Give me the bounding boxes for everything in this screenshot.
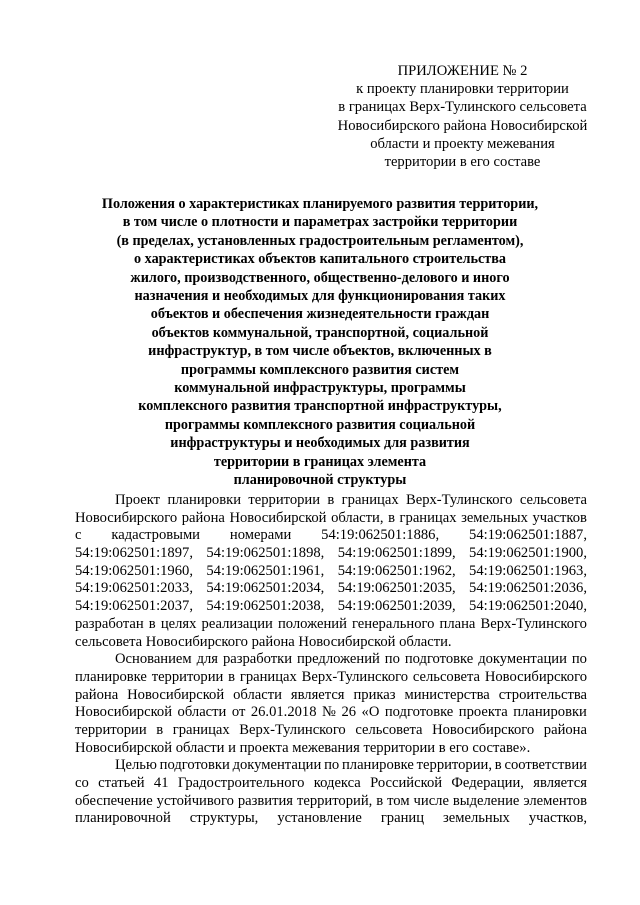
body-word: планировке bbox=[341, 757, 414, 774]
body-word: подготовке bbox=[384, 704, 454, 721]
body-word: Верх-Тулинского bbox=[239, 721, 346, 738]
body-word: является bbox=[533, 775, 587, 791]
body-word: Основанием bbox=[115, 651, 192, 668]
body-word: приказ bbox=[353, 686, 396, 703]
appendix-line: Новосибирского района Новосибирской bbox=[337, 117, 588, 134]
body-word: № bbox=[322, 704, 336, 721]
body-word: 26 bbox=[341, 704, 357, 721]
body-word: Новосибирского bbox=[484, 668, 587, 685]
body-word: Новосибирской bbox=[127, 686, 225, 703]
body-line bbox=[75, 563, 587, 581]
body-word: плана bbox=[439, 615, 476, 632]
body-word: элементов bbox=[523, 792, 587, 809]
body-word: Верх-Тулинского bbox=[406, 492, 513, 508]
body-line bbox=[75, 616, 587, 634]
body-word: планировки bbox=[167, 492, 242, 508]
title-line: назначения и необходимых для функционирования таких bbox=[134, 288, 506, 305]
body-word: реализации bbox=[201, 615, 273, 632]
appendix-line: к проекту планировки территории bbox=[356, 81, 569, 98]
body-line bbox=[75, 740, 587, 758]
body-word: кадастровыми bbox=[111, 527, 200, 544]
title-line: (в пределах, установленных градостроительным регламентом), bbox=[116, 232, 524, 249]
body-word: по bbox=[324, 757, 340, 774]
body-word: 54:19:062501:2034, bbox=[206, 580, 325, 597]
title-line: инфраструктур, в том числе объектов, включенных в bbox=[148, 343, 492, 360]
body-word: участков bbox=[532, 509, 587, 526]
body-word: от bbox=[231, 704, 246, 721]
body-word: для bbox=[196, 651, 218, 668]
body-word: в bbox=[148, 615, 156, 632]
body-word: границах bbox=[341, 492, 399, 508]
body-word: том bbox=[387, 792, 410, 809]
body-word: района bbox=[75, 686, 119, 703]
title-line: территории в границах элемента bbox=[213, 453, 427, 470]
body-word: 54:19:062501:1898, bbox=[206, 545, 325, 562]
title-line: объектов коммунальной, транспортной, социальной bbox=[151, 324, 489, 341]
body-word: 54:19:062501:2038, bbox=[206, 598, 325, 615]
body-word: границах bbox=[239, 668, 297, 685]
body-line bbox=[75, 669, 587, 687]
body-word: границах bbox=[399, 509, 457, 526]
document-title bbox=[60, 195, 580, 490]
body-word: 54:19:062501:2033, bbox=[75, 580, 193, 597]
appendix-line: территории в его составе bbox=[384, 154, 541, 171]
body-word: Градостроительного bbox=[177, 775, 305, 791]
body-word: границ bbox=[380, 810, 425, 827]
body-word: документации bbox=[232, 757, 322, 774]
appendix-line: области и проекту межевания bbox=[370, 135, 555, 152]
body-word: в bbox=[388, 509, 395, 526]
body-word: Целью bbox=[115, 757, 157, 774]
body-line bbox=[75, 810, 587, 828]
body-word: Российской bbox=[370, 775, 443, 791]
title-line: комплексного развития транспортной инфраструктуры, bbox=[138, 398, 502, 415]
body-line bbox=[75, 651, 587, 669]
body-word: статьей bbox=[98, 775, 145, 791]
body-word: устойчивого bbox=[156, 792, 234, 809]
body-word: планировки bbox=[513, 704, 587, 721]
body-line bbox=[75, 527, 587, 545]
body-line bbox=[75, 598, 587, 616]
body-word: с bbox=[75, 527, 82, 544]
body-word: области, bbox=[331, 509, 384, 526]
body-word: 54:19:062501:2040, bbox=[469, 598, 587, 615]
body-word: развития bbox=[237, 792, 293, 809]
body-word: по bbox=[571, 651, 587, 668]
appendix-line: ПРИЛОЖЕНИЕ № 2 bbox=[397, 63, 528, 79]
body-word: 54:19:062501:1897, bbox=[75, 545, 193, 562]
title-line: коммунальной инфраструктуры, программы bbox=[174, 380, 466, 397]
body-word: в bbox=[376, 792, 384, 809]
body-word: в bbox=[494, 757, 502, 774]
body-word: министерства bbox=[404, 686, 490, 703]
body-word: Новосибирского bbox=[75, 509, 178, 526]
body-word: установление bbox=[277, 810, 362, 827]
body-word: земельных bbox=[461, 509, 528, 526]
body-word: 41 bbox=[153, 775, 169, 791]
body-word: документации bbox=[478, 651, 567, 668]
body-word: территории bbox=[75, 721, 147, 738]
body-word: подготовке bbox=[404, 651, 474, 668]
body-word: земельных bbox=[443, 810, 510, 827]
body-word: сельсовета bbox=[412, 668, 481, 685]
appendix-line: в границах Верх-Тулинского сельсовета bbox=[338, 99, 587, 116]
body-word: по bbox=[384, 651, 400, 668]
body-word: проекта bbox=[458, 704, 508, 721]
title-line: инфраструктуры и необходимых для развития bbox=[170, 435, 470, 452]
body-word: планировочной bbox=[75, 810, 171, 827]
body-word: 54:19:062501:1886, bbox=[321, 527, 440, 544]
body-line bbox=[75, 510, 587, 528]
body-word: Новосибирской bbox=[229, 509, 327, 526]
body-word: 54:19:062501:2039, bbox=[337, 598, 456, 615]
body-line bbox=[75, 722, 587, 740]
title-line: программы комплексного развития социальной bbox=[164, 416, 476, 433]
body-word: 54:19:062501:1963, bbox=[469, 562, 587, 579]
document-body bbox=[75, 492, 587, 828]
title-line: планировочной структуры bbox=[233, 472, 407, 489]
title-line: жилого, производственного, общественно-делового и иного bbox=[130, 269, 510, 286]
body-line bbox=[75, 775, 587, 793]
body-word: территории, bbox=[416, 757, 492, 774]
body-word: Федерации, bbox=[451, 775, 524, 791]
body-word: положений bbox=[277, 615, 347, 632]
title-line: в том числе о плотности и параметрах застройки территории bbox=[122, 214, 518, 231]
body-word: 54:19:062501:1962, bbox=[337, 562, 456, 579]
body-word: границах bbox=[172, 721, 230, 738]
body-word: кодекса bbox=[313, 775, 361, 791]
body-word: планировке bbox=[75, 668, 147, 685]
body-word: сельсовета Новосибирского района Новосибирской области. bbox=[75, 633, 452, 650]
body-word: предложений bbox=[297, 651, 380, 668]
body-word: обеспечение bbox=[75, 792, 153, 809]
body-word: территории bbox=[248, 492, 321, 508]
body-line bbox=[75, 757, 587, 775]
body-word: сельсовета bbox=[355, 721, 423, 738]
body-word: генерального bbox=[352, 615, 435, 632]
body-line bbox=[75, 634, 587, 652]
body-word: участков, bbox=[528, 810, 587, 827]
body-word: 54:19:062501:2037, bbox=[75, 598, 193, 615]
body-word: 54:19:062501:1900, bbox=[469, 545, 587, 562]
body-word: 54:19:062501:2035, bbox=[337, 580, 456, 597]
body-word: Новосибирского bbox=[432, 721, 535, 738]
body-word: структуры, bbox=[189, 810, 259, 827]
body-word: в bbox=[156, 721, 164, 738]
body-line bbox=[75, 545, 587, 563]
body-line bbox=[75, 793, 587, 811]
body-line bbox=[75, 580, 587, 598]
body-word: сельсовета bbox=[519, 492, 587, 508]
body-word: 26.01.2018 bbox=[250, 704, 317, 721]
body-line bbox=[75, 704, 587, 722]
body-word: в bbox=[228, 668, 236, 685]
body-word: в bbox=[327, 492, 335, 508]
body-word: района bbox=[543, 721, 587, 738]
body-word: 54:19:062501:2036, bbox=[469, 580, 587, 597]
title-line: Положения о характеристиках планируемого развития территории, bbox=[101, 196, 539, 212]
body-word: строительства bbox=[498, 686, 587, 703]
body-word: района bbox=[181, 509, 225, 526]
body-word: 54:19:062501:1887, bbox=[469, 527, 587, 544]
body-word: со bbox=[75, 775, 89, 791]
body-word: целях bbox=[160, 615, 197, 632]
body-word: Верх-Тулинского bbox=[480, 615, 587, 632]
body-word: Проект bbox=[115, 492, 161, 508]
body-word: территорий, bbox=[296, 792, 373, 809]
body-word: соответствии bbox=[504, 757, 587, 774]
body-word: области bbox=[177, 704, 227, 721]
body-word: области bbox=[233, 686, 282, 703]
body-word: Новосибирской области и проекта межевания территории в его составе». bbox=[75, 739, 531, 756]
title-line: о характеристиках объектов капитального строительства bbox=[134, 251, 506, 268]
body-word: разработки bbox=[222, 651, 293, 668]
body-word: числе bbox=[413, 792, 449, 809]
title-line: программы комплексного развития систем bbox=[180, 361, 460, 378]
body-word: 54:19:062501:1960, bbox=[75, 562, 193, 579]
body-line bbox=[75, 492, 587, 510]
body-word: «О bbox=[361, 704, 380, 721]
body-word: является bbox=[290, 686, 345, 703]
body-word: 54:19:062501:1961, bbox=[206, 562, 325, 579]
body-word: Верх-Тулинского bbox=[301, 668, 409, 685]
body-word: выделение bbox=[452, 792, 520, 809]
body-word: Новосибирской bbox=[75, 704, 173, 721]
title-line: объектов и обеспечения жизнедеятельности граждан bbox=[150, 306, 490, 323]
body-word: 54:19:062501:1899, bbox=[337, 545, 456, 562]
body-word: разработан bbox=[75, 615, 144, 632]
body-word: подготовки bbox=[159, 757, 230, 774]
appendix-header bbox=[300, 62, 625, 171]
body-word: территории bbox=[151, 668, 224, 685]
body-line bbox=[75, 687, 587, 705]
body-word: номерами bbox=[229, 527, 292, 544]
